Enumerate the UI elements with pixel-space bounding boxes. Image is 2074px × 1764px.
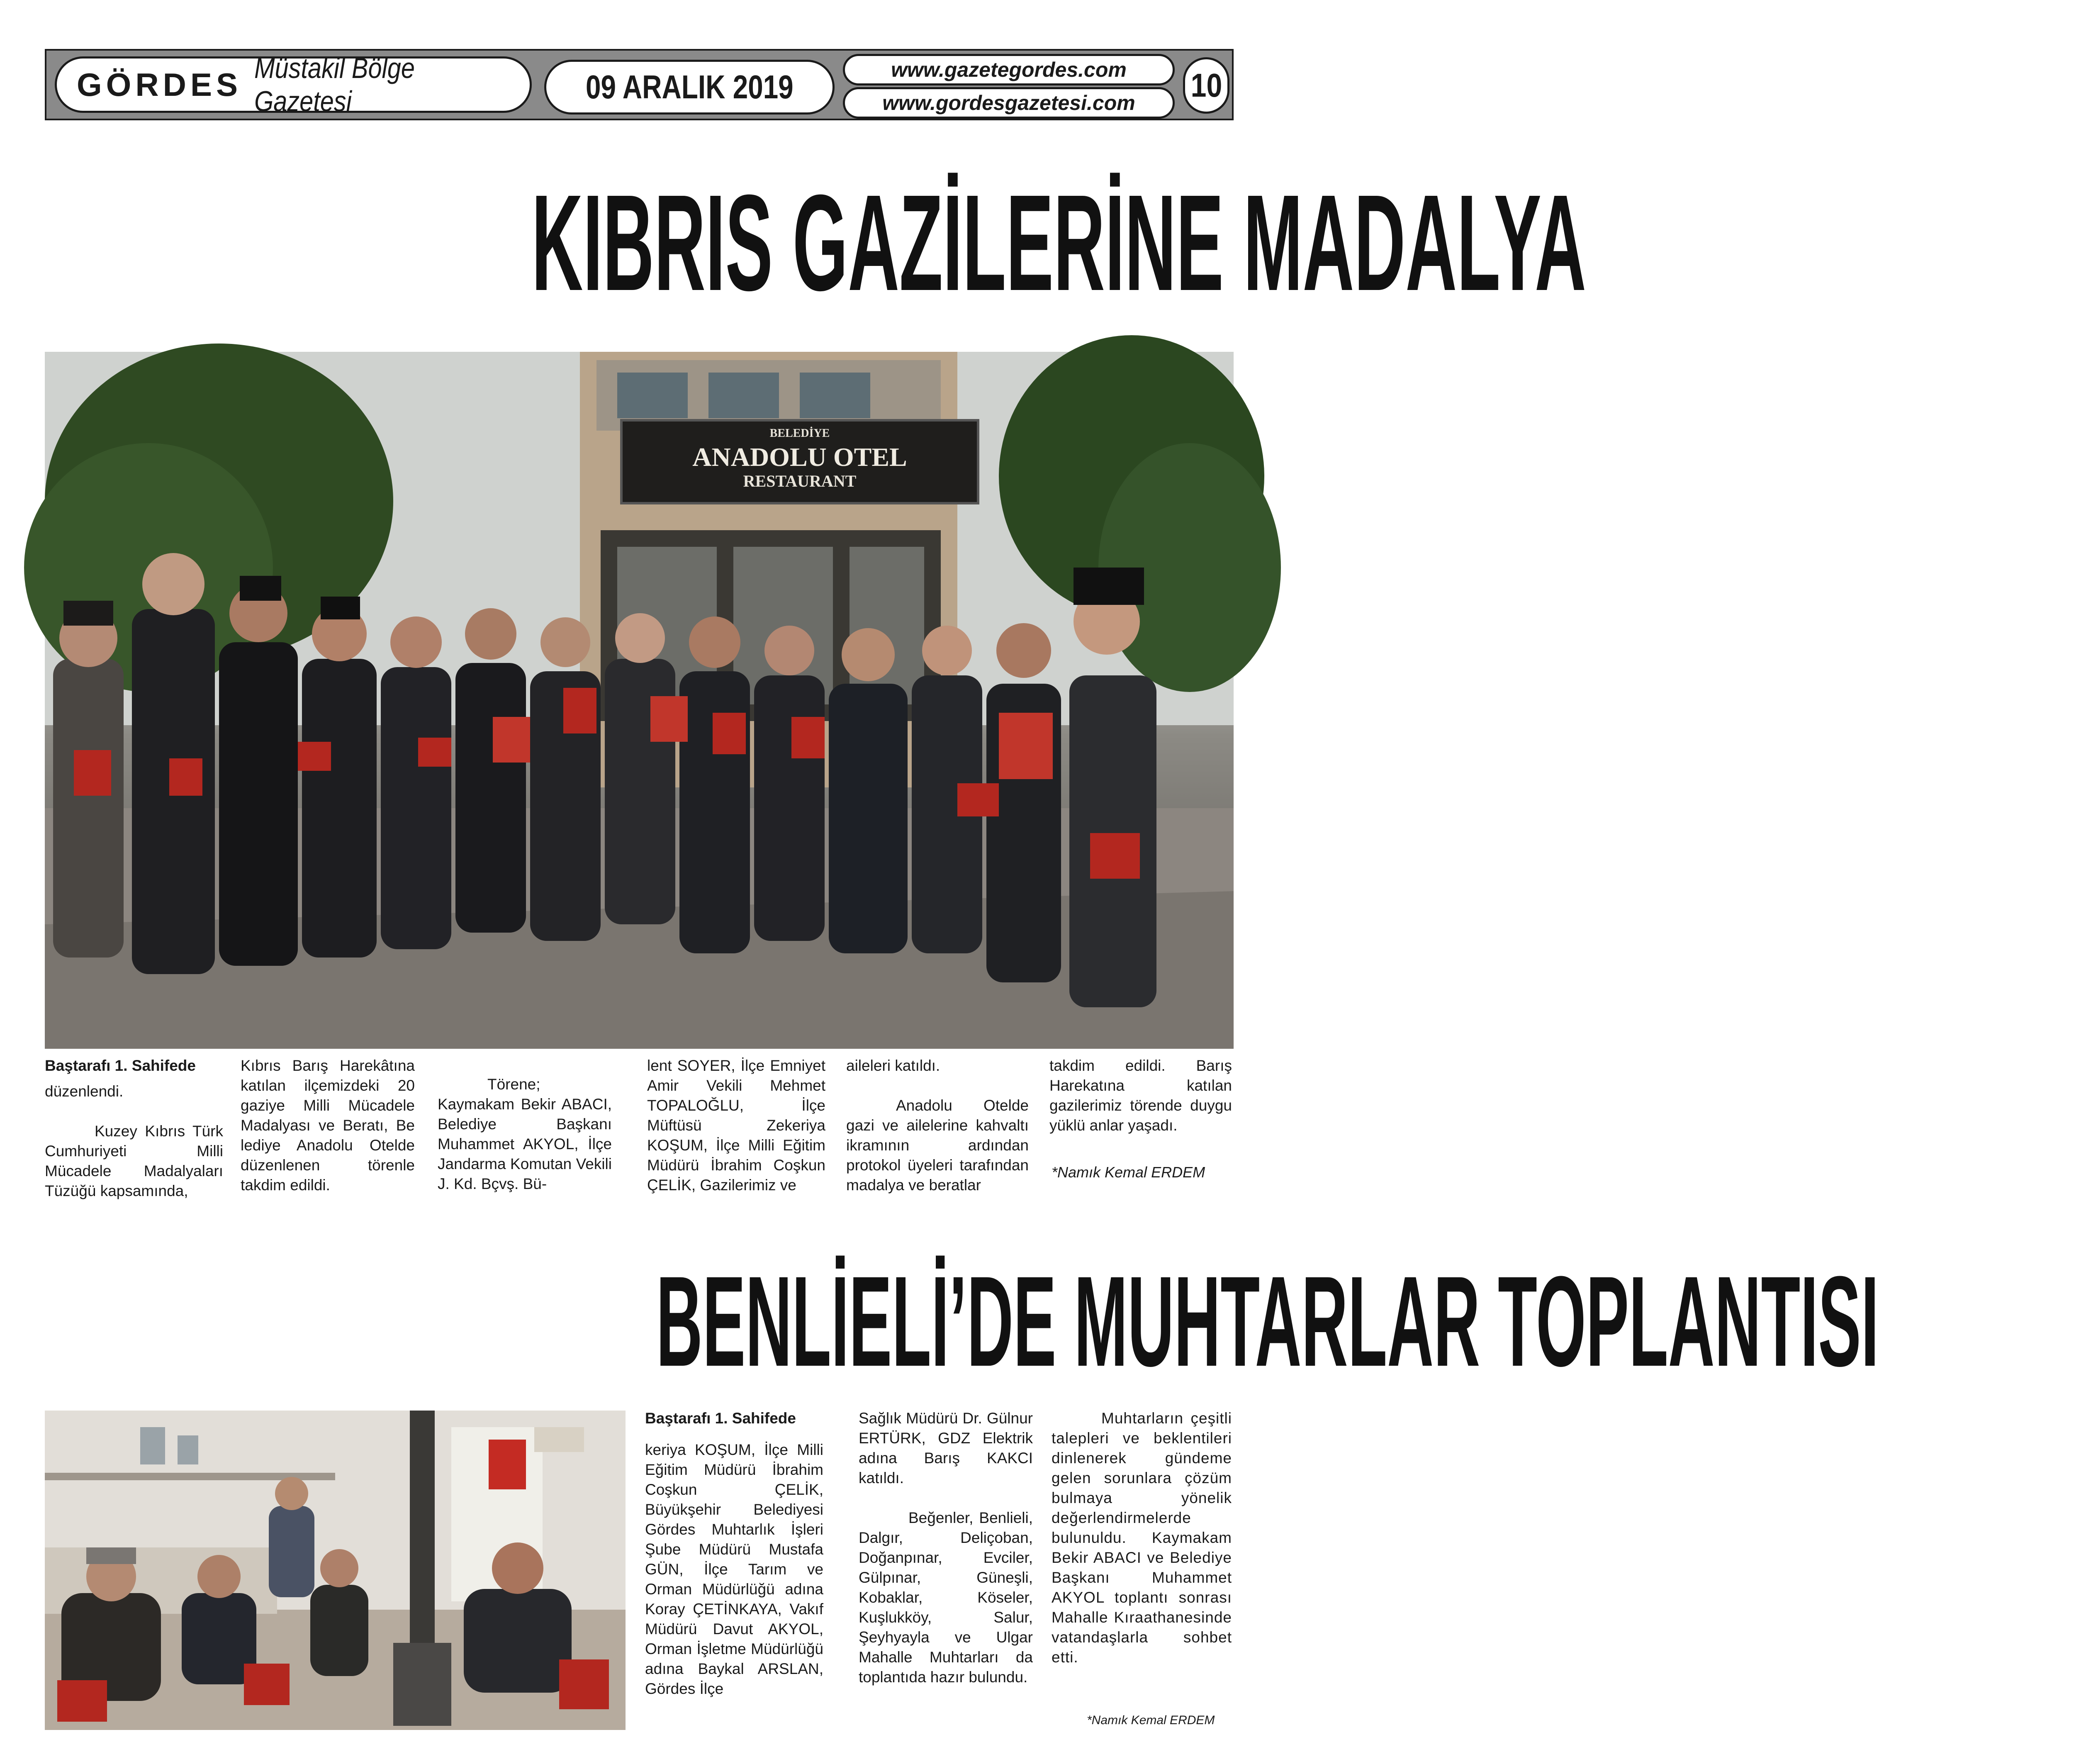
article2-byline: *Namık Kemal ERDEM xyxy=(1087,1713,1215,1727)
newspaper-subtitle: Müstakil Bölge Gazetesi xyxy=(254,52,415,117)
article2-col2-para2: Beğenler, Benlieli, Dalgır, Deliçoban, Doğanpınar, Evciler, Gülpınar, Güneşli, Kobaklar, Köseler, Kuşlukköy, Salur, Şeyhyayla ve Ulgar Mahalle Muhtarları da toplantıda hazır bulundu. xyxy=(859,1509,1033,1686)
article2-headline-text: BENLİELİ’DE MUHTARLAR TOPLANTISI xyxy=(656,1249,1879,1393)
page-number-pill xyxy=(1183,57,1229,114)
url-pill-1 xyxy=(843,54,1175,85)
article1-headline-text: KIBRIS GAZİLERİNE MADALYA xyxy=(531,166,1586,319)
article1-col2-para1: Kıbrıs Barış Harekâtına katılan ilçemizdeki 20 gaziye Milli Mücadele Madalyası ve Beratı, Be lediye Anadolu Otelde düzenlenen törenle takdim edildi. xyxy=(241,1057,415,1194)
medal-ceremony-photo xyxy=(45,352,1234,1049)
article2-column-1 xyxy=(645,1408,823,1699)
article1-kicker: Baştarafı 1. Sahifede xyxy=(45,1057,196,1074)
website-link-1[interactable]: www.gazetegordes.com xyxy=(891,58,1127,81)
article1-column-5 xyxy=(846,1056,1029,1195)
article2-column-2 xyxy=(859,1408,1033,1687)
article1-column-1 xyxy=(45,1056,223,1201)
medal-ceremony-illustration xyxy=(45,352,1234,1049)
article1-col1-para2: Kuzey Kıbrıs Türk Cumhuriyeti Milli Mücadele Madalyaları Tüzüğü kapsamında, xyxy=(45,1123,223,1199)
article2-headline xyxy=(45,1249,1879,1393)
article1-headline xyxy=(45,166,1586,319)
sign-line-2: ANADOLU OTEL xyxy=(692,442,907,472)
masthead xyxy=(45,49,1234,120)
article1-col5-para2: Anadolu Otelde gazi ve ailelerine kahvaltı ikramının ardından protokol üyeleri tarafından madalya ve beratlar xyxy=(846,1097,1029,1194)
article2-col2-para1: Sağlık Müdürü Dr. Gülnur ERTÜRK, GDZ Elektrik adına Barış KAKCI katıldı. xyxy=(859,1410,1033,1486)
article1-column-3 xyxy=(438,1074,612,1194)
article1-col3-para1: Törene; Kaymakam Bekir ABACI, Belediye Başkanı Muhammet AKYOL, İlçe Jandarma Komutan Vekili J. Kd. Bçvş. Bü- xyxy=(438,1076,612,1192)
article1-column-6 xyxy=(1049,1056,1232,1135)
article2-col1-para1: keriya KOŞUM, İlçe Milli Eğitim Müdürü İbrahim Coşkun ÇELİK, Büyükşehir Belediyesi Gördes Muhtarlık İşleri Şube Müdürü Mustafa GÜN, İlçe Tarım ve Orman Müdürlüğü adına Koray ÇETİNKAYA, Vakıf Müdürü Davut AKYOL, Orman İşletme Müdürlüğü adına Baykal ARSLAN, Gördes İlçe xyxy=(645,1441,823,1697)
mukhtars-meeting-photo xyxy=(45,1411,626,1730)
article1-col1-para1: düzenlendi. xyxy=(45,1083,124,1100)
article1-col4-para1: lent SOYER, İlçe Emniyet Amir Vekili Mehmet TOPALOĞLU, İlçe Müftüsü Zekeriya KOŞUM, İlçe Milli Eğitim Müdürü İbrahim Coşkun ÇELİK, Gazilerimiz ve xyxy=(647,1057,825,1194)
sign-line-1: BELEDİYE xyxy=(769,427,830,440)
article2-column-3 xyxy=(1052,1408,1232,1667)
brand-pill xyxy=(55,52,532,117)
website-link-2[interactable]: www.gordesgazetesi.com xyxy=(882,91,1135,115)
page-number: 10 xyxy=(1190,67,1222,104)
url-pill-2 xyxy=(843,87,1175,119)
article1-column-2 xyxy=(241,1056,415,1195)
sign-line-3: RESTAURANT xyxy=(743,472,857,490)
article1-col5-para1: aileleri katıldı. xyxy=(846,1057,940,1074)
article1-column-4 xyxy=(647,1056,825,1195)
article1-col6-para1: takdim edildi. Barış Harekatına katılan gazilerimiz törende duygu yüklü anlar yaşadı. xyxy=(1049,1057,1232,1134)
article1-byline: *Namık Kemal ERDEM xyxy=(1052,1164,1205,1181)
issue-date: 09 ARALIK 2019 xyxy=(585,68,794,105)
article2-col3-para1: Muhtarların çeşitli talepleri ve beklentileri dinlenerek gündeme gelen sorunlara çözüm bulmaya yönelik değerlendirmelerde bulunuldu. Kaymakam Bekir ABACI ve Belediye Başkanı Muhammet AKYOL toplantı sonrası Mahalle Kıraathanesinde vatandaşlarla sohbet etti. xyxy=(1052,1410,1232,1666)
mukhtars-meeting-illustration xyxy=(45,1411,626,1730)
date-pill xyxy=(544,60,835,115)
article2-kicker: Baştarafı 1. Sahifede xyxy=(645,1410,796,1427)
newspaper-name: GÖRDES xyxy=(77,66,242,103)
